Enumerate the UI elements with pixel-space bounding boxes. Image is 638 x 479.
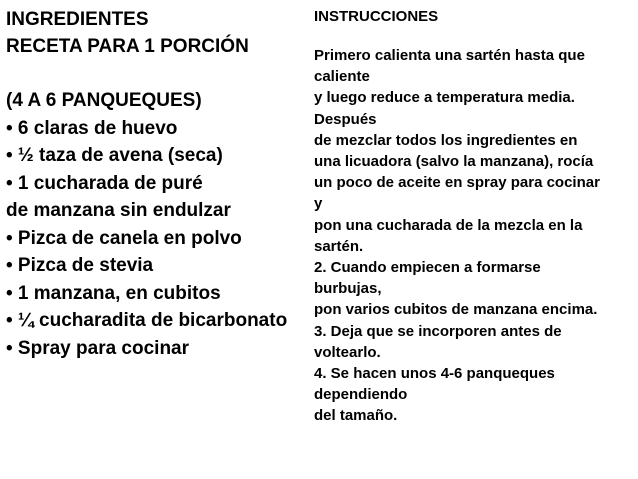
ingredient-line: • ½ taza de avena (seca)	[6, 145, 223, 166]
ingredient-line: • ¼ cucharadita de bicarbonato	[6, 310, 288, 331]
ingredients-heading: INGREDIENTES	[6, 9, 149, 30]
instruction-line: pon una cucharada de la mezcla en la	[314, 216, 583, 234]
ingredient-line: • 6 claras de huevo	[6, 117, 178, 139]
instruction-line: y	[314, 195, 323, 213]
ingredient-line: • Pizca de stevia	[6, 255, 154, 276]
instruction-line: burbujas,	[314, 280, 382, 298]
ingredient-line: de manzana sin endulzar	[6, 200, 231, 221]
instructions-heading: INSTRUCCIONES	[314, 8, 439, 25]
instruction-line: sartén.	[314, 237, 364, 255]
instruction-line: 2. Cuando empiecen a formarse	[314, 259, 541, 277]
instruction-line: del tamaño.	[314, 407, 398, 425]
instruction-line: una licuadora (salvo la manzana), rocía	[314, 153, 594, 171]
instructions-section	[314, 6, 634, 427]
instruction-line: pon varios cubitos de manzana encima.	[314, 301, 598, 319]
instruction-line: un poco de aceite en spray para cocinar	[314, 174, 600, 192]
ingredient-line: • Spray para cocinar	[6, 337, 190, 359]
instruction-line: y luego reduce a temperatura media.	[314, 89, 575, 107]
instruction-line: caliente	[314, 68, 370, 86]
recipe-portion-heading: RECETA PARA 1 PORCIÓN	[6, 36, 249, 57]
spacer	[6, 60, 306, 87]
instruction-line: de mezclar todos los ingredientes en	[314, 131, 578, 149]
ingredients-section	[6, 6, 306, 362]
ingredient-line: • 1 cucharada de puré	[6, 172, 203, 194]
instruction-line: dependiendo	[314, 386, 408, 404]
yield-line: (4 A 6 PANQUEQUES)	[6, 90, 202, 111]
instruction-line: Después	[314, 110, 377, 128]
instruction-line: voltearlo.	[314, 343, 381, 361]
instruction-line: Primero calienta una sartén hasta que	[314, 47, 585, 64]
ingredient-line: • Pizca de canela en polvo	[6, 227, 242, 249]
instruction-line: 4. Se hacen unos 4-6 panqueques	[314, 365, 555, 383]
instruction-line: 3. Deja que se incorporen antes de	[314, 322, 562, 340]
ingredient-line: • 1 manzana, en cubitos	[6, 282, 221, 304]
